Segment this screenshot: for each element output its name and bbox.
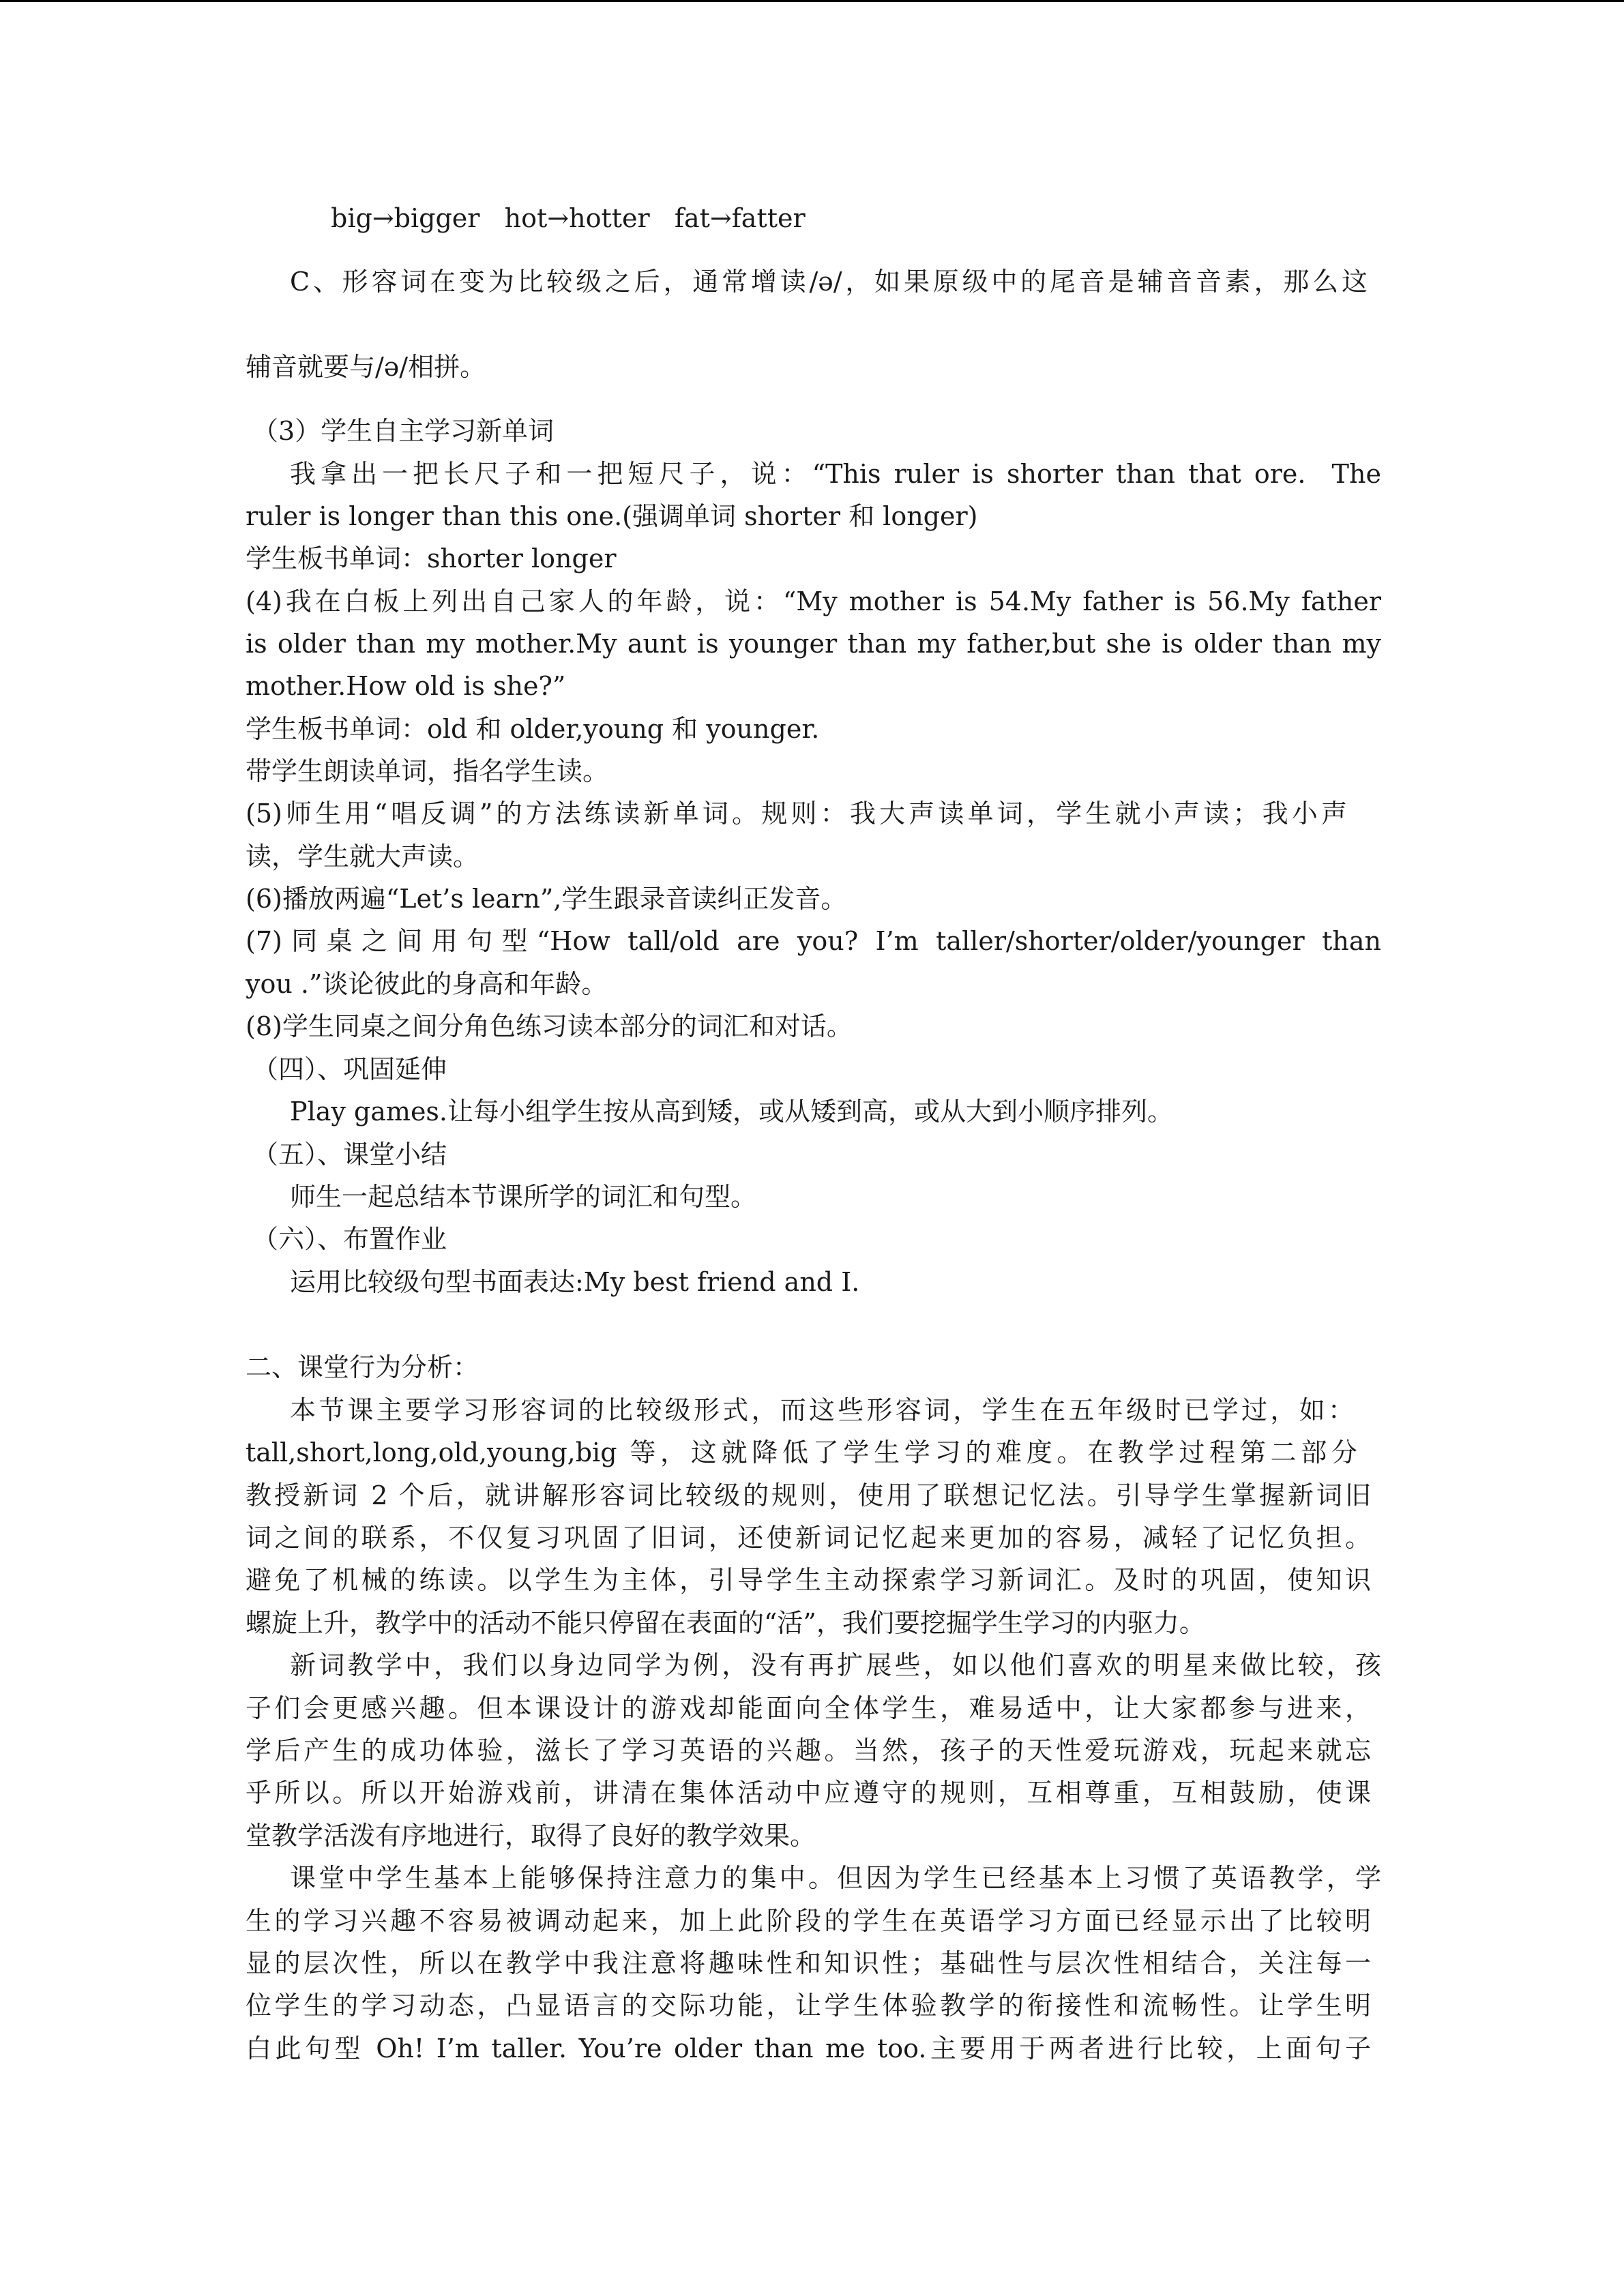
step-4-line-3: mother.How old is she?” [246,671,566,701]
analysis-p1-line-6: 螺旋上升，教学中的活动不能只停留在表面的“活”，我们要挖掘学生学习的内驱力。 [246,1608,1205,1638]
analysis-p2-line-2: 子们会更感兴趣。但本课设计的游戏却能面向全体学生，难易适中，让大家都参与进来， [246,1693,1371,1723]
section-5-text: 师生一起总结本节课所学的词汇和句型。 [290,1182,757,1212]
rule-c-line-1: C、形容词在变为比较级之后，通常增读/ə/，如果原级中的尾音是辅音音素，那么这 [290,267,1368,297]
analysis-p1-line-2: tall,short,long,old,young,big 等，这就降低了学生学习的难度。在教学过程第二部分 [246,1437,1357,1467]
analysis-p1-line-5: 避免了机械的练读。以学生为主体，引导学生主动探索学习新词汇。及时的巩固，使知识 [246,1565,1371,1595]
section-5-heading: （五）、课堂小结 [252,1139,447,1169]
section-6-text: 运用比较级句型书面表达:My best friend and I. [290,1267,860,1297]
step-4-read: 带学生朗读单词，指名学生读。 [246,756,609,786]
step-5-line-2: 读，学生就大声读。 [246,841,479,871]
step-3-board-words: 学生板书单词：shorter longer [246,543,617,573]
analysis-p3-line-2: 生的学习兴趣不容易被调动起来，加上此阶段的学生在英语学习方面已经显示出了比较明 [246,1906,1371,1936]
step-7-line-2: you .”谈论彼此的身高和年龄。 [246,969,608,999]
comparative-examples: big→bigger hot→hotter fat→fatter [331,203,806,233]
rule-c-line-2: 辅音就要与/ə/相拼。 [246,352,486,382]
analysis-p3-line-1: 课堂中学生基本上能够保持注意力的集中。但因为学生已经基本上习惯了英语教学，学 [290,1863,1381,1893]
step-3-heading: （3）学生自主学习新单词 [252,416,555,446]
analysis-p3-line-4: 位学生的学习动态，凸显语言的交际功能，让学生体验教学的衔接性和流畅性。让学生明 [246,1991,1371,2021]
analysis-p1-line-4: 词之间的联系，不仅复习巩固了旧词，还使新词记忆起来更加的容易，减轻了记忆负担。 [246,1523,1371,1553]
step-6: (6)播放两遍“Let’s learn”,学生跟录音读纠正发音。 [246,884,847,914]
section-4-heading: （四）、巩固延伸 [252,1054,447,1084]
step-7-line-1: (7)同桌之间用句型“How tall/old are you? I’m taller/shorter/older/younger than [246,926,1381,956]
step-4-line-2: is older than my mother.My aunt is younger than my father,but she is older than my [246,629,1381,659]
analysis-p2-line-1: 新词教学中，我们以身边同学为例，没有再扩展些，如以他们喜欢的明星来做比较，孩 [290,1650,1381,1680]
analysis-p2-line-3: 学后产生的成功体验，滋长了学习英语的兴趣。当然，孩子的天性爱玩游戏，玩起来就忘 [246,1735,1371,1765]
section-6-heading: （六）、布置作业 [252,1224,447,1254]
analysis-p3-line-3: 显的层次性，所以在教学中我注意将趣味性和知识性；基础性与层次性相结合，关注每一 [246,1948,1371,1978]
step-3-line-2: ruler is longer than this one.(强调单词 shorter 和 longer) [246,501,978,531]
step-4-board-words: 学生板书单词：old 和 older,young 和 younger. [246,714,820,744]
step-8: (8)学生同桌之间分角色练习读本部分的词汇和对话。 [246,1011,853,1041]
analysis-p3-line-5: 白此句型 Oh! I’m taller. You’re older than me too.主要用于两者进行比较，上面句子 [246,2033,1371,2063]
section-4-text: Play games.让每小组学生按从高到矮，或从矮到高，或从大到小顺序排列。 [290,1097,1174,1127]
step-3-line-1: 我拿出一把长尺子和一把短尺子，说：“This ruler is shorter than that ore. The [290,459,1381,489]
analysis-p2-line-5: 堂教学活泼有序地进行，取得了良好的教学效果。 [246,1821,816,1851]
analysis-p1-line-1: 本节课主要学习形容词的比较级形式，而这些形容词，学生在五年级时已学过，如： [290,1395,1354,1425]
analysis-p2-line-4: 乎所以。所以开始游戏前，讲清在集体活动中应遵守的规则，互相尊重，互相鼓励，使课 [246,1778,1371,1808]
page-top-border [0,0,1624,2]
step-4-line-1: (4)我在白板上列出自己家人的年龄，说：“My mother is 54.My father is 56.My father [246,586,1381,616]
step-5-line-1: (5)师生用“唱反调”的方法练读新单词。规则：我大声读单词，学生就小声读；我小声 [246,799,1347,829]
analysis-heading: 二、课堂行为分析： [246,1352,479,1382]
analysis-p1-line-3: 教授新词 2 个后，就讲解形容词比较级的规则，使用了联想记忆法。引导学生掌握新词旧 [246,1480,1371,1510]
